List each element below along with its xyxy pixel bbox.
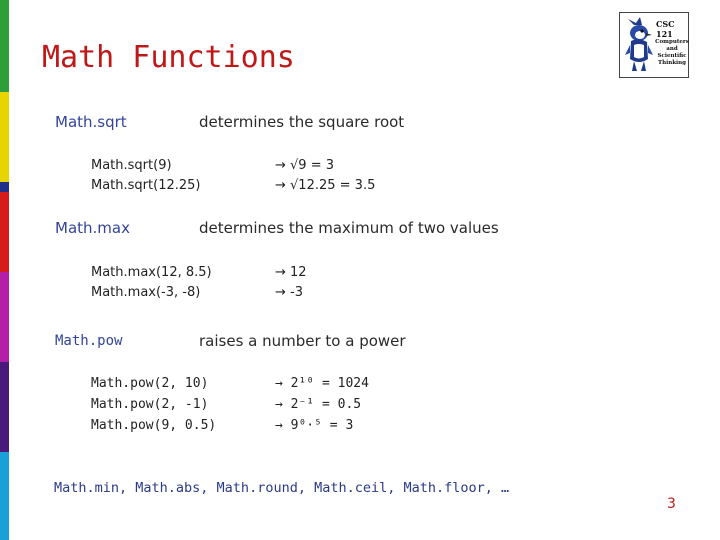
max-example-2: Math.max(-3, -8)	[91, 285, 201, 300]
stripe-green	[0, 0, 9, 92]
slide-title: Math Functions	[42, 40, 295, 75]
stripe-yellow	[0, 92, 9, 182]
logo-course-code: CSC 121	[656, 19, 675, 39]
logo-caption-line: Computers	[655, 39, 689, 45]
logo-caption-line: Scientific	[657, 53, 687, 59]
pow-description: raises a number to a power	[199, 332, 406, 350]
sqrt-example-2: Math.sqrt(12.25)	[91, 178, 201, 193]
pow-example-2: Math.pow(2, -1)	[91, 397, 209, 412]
max-example-1: Math.max(12, 8.5)	[91, 265, 212, 280]
stripe-red	[0, 192, 9, 272]
pow-result-1: → 2¹⁰ = 1024	[275, 376, 369, 391]
logo-caption	[655, 39, 689, 67]
logo-caption-line: Thinking	[658, 60, 686, 66]
stripe-cyan	[0, 452, 9, 540]
sqrt-result-1: → √9 = 3	[275, 158, 335, 173]
pow-example-1: Math.pow(2, 10)	[91, 376, 209, 391]
max-result-2: → -3	[275, 285, 303, 300]
max-result-1: → 12	[275, 265, 307, 280]
stripe-purple	[0, 362, 9, 452]
sqrt-heading: Math.sqrt	[55, 113, 127, 131]
pow-heading: Math.pow	[55, 333, 123, 349]
pow-result-2: → 2⁻¹ = 0.5	[275, 397, 362, 412]
stripe-magenta	[0, 272, 9, 362]
other-functions-list: Math.min, Math.abs, Math.round, Math.ceil, Math.floor, …	[54, 480, 510, 496]
logo-caption-line: and	[666, 46, 678, 52]
sqrt-example-1: Math.sqrt(9)	[91, 158, 172, 173]
max-heading: Math.max	[55, 219, 130, 237]
stripe-blue	[0, 182, 9, 192]
blue-jay-mascot-icon	[622, 15, 656, 75]
pow-example-3: Math.pow(9, 0.5)	[91, 418, 217, 433]
max-description: determines the maximum of two values	[199, 219, 499, 237]
pow-result-3: → 9⁰·⁵ = 3	[275, 418, 354, 433]
sqrt-result-2: → √12.25 = 3.5	[275, 178, 376, 193]
sqrt-description: determines the square root	[199, 113, 405, 131]
page-number: 3	[667, 496, 676, 512]
course-logo	[619, 12, 689, 78]
